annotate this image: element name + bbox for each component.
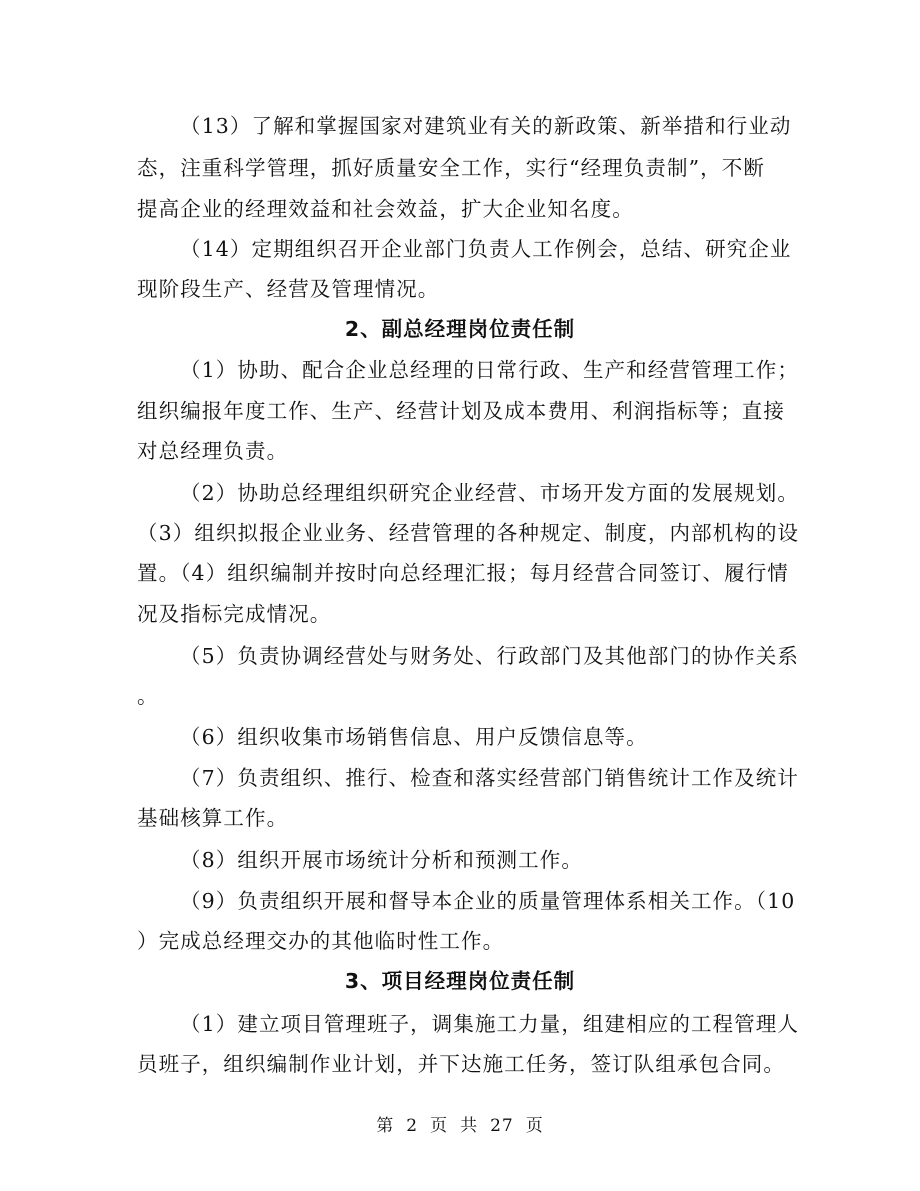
paragraph-7-line-1: （7）负责组织、推行、检查和落实经营部门销售统计工作及统计 — [180, 766, 799, 790]
footer-di: 第 — [376, 1116, 395, 1136]
section-heading-vice-gm: 2、副总经理岗位责任制 — [344, 317, 576, 341]
paragraph-5-line-2: 。 — [137, 684, 159, 708]
footer-gong: 共 — [460, 1116, 479, 1136]
paragraph-13-line-2: 态，注重科学管理，抓好质量安全工作，实行“经理负责制”，不断 — [137, 156, 765, 180]
paragraph-1-line-1: （1）协助、配合企业总经理的日常行政、生产和经营管理工作； — [180, 358, 799, 382]
footer-page-number: 2 — [406, 1116, 419, 1136]
paragraph-1-line-3: 对总经理负责。 — [137, 439, 289, 463]
paragraph-p1-line-2: 员班子，组织编制作业计划，并下达施工任务，签订队组承包合同。 — [137, 1052, 785, 1076]
paragraph-6-line-1: （6）组织收集市场销售信息、用户反馈信息等。 — [180, 725, 648, 749]
section-heading-project-manager: 3、项目经理岗位责任制 — [344, 969, 576, 993]
paragraph-14-line-1: （14）定期组织召开企业部门负责人工作例会，总结、研究企业 — [180, 237, 792, 261]
paragraph-3-line-2: 置。（4）组织编制并按时向总经理汇报；每月经营合同签订、履行情 — [137, 561, 789, 585]
paragraph-2-line-1: （2）协助总经理组织研究企业经营、市场开发方面的发展规划。 — [180, 481, 799, 505]
paragraph-1-line-2: 组织编报年度工作、生产、经营计划及成本费用、利润指标等；直接 — [137, 399, 785, 423]
paragraph-p1-line-1: （1）建立项目管理班子，调集施工力量，组建相应的工程管理人 — [180, 1012, 799, 1036]
paragraph-14-line-2: 现阶段生产、经营及管理情况。 — [137, 277, 440, 301]
paragraph-3-line-1: （3）组织拟报企业业务、经营管理的各种规定、制度，内部机构的设 — [137, 521, 800, 545]
paragraph-7-line-2: 基础核算工作。 — [137, 806, 289, 830]
paragraph-9-line-1: （9）负责组织开展和督导本企业的质量管理体系相关工作。（10 — [180, 889, 796, 913]
paragraph-13-line-3: 提高企业的经理效益和社会效益，扩大企业知名度。 — [137, 197, 634, 221]
footer-ye: 页 — [430, 1116, 449, 1136]
footer-ye-2: 页 — [525, 1116, 544, 1136]
paragraph-8-line-1: （8）组织开展市场统计分析和预测工作。 — [180, 848, 583, 872]
paragraph-10-line-1: ）完成总经理交办的其他临时性工作。 — [137, 929, 505, 953]
paragraph-5-line-1: （5）负责协调经营处与财务处、行政部门及其他部门的协作关系 — [180, 644, 799, 668]
footer-total-pages: 27 — [490, 1116, 514, 1136]
page-footer — [0, 1114, 920, 1138]
paragraph-13-line-1: （13）了解和掌握国家对建筑业有关的新政策、新举措和行业动 — [180, 114, 792, 138]
paragraph-4-line-2: 况及指标完成情况。 — [137, 602, 332, 626]
